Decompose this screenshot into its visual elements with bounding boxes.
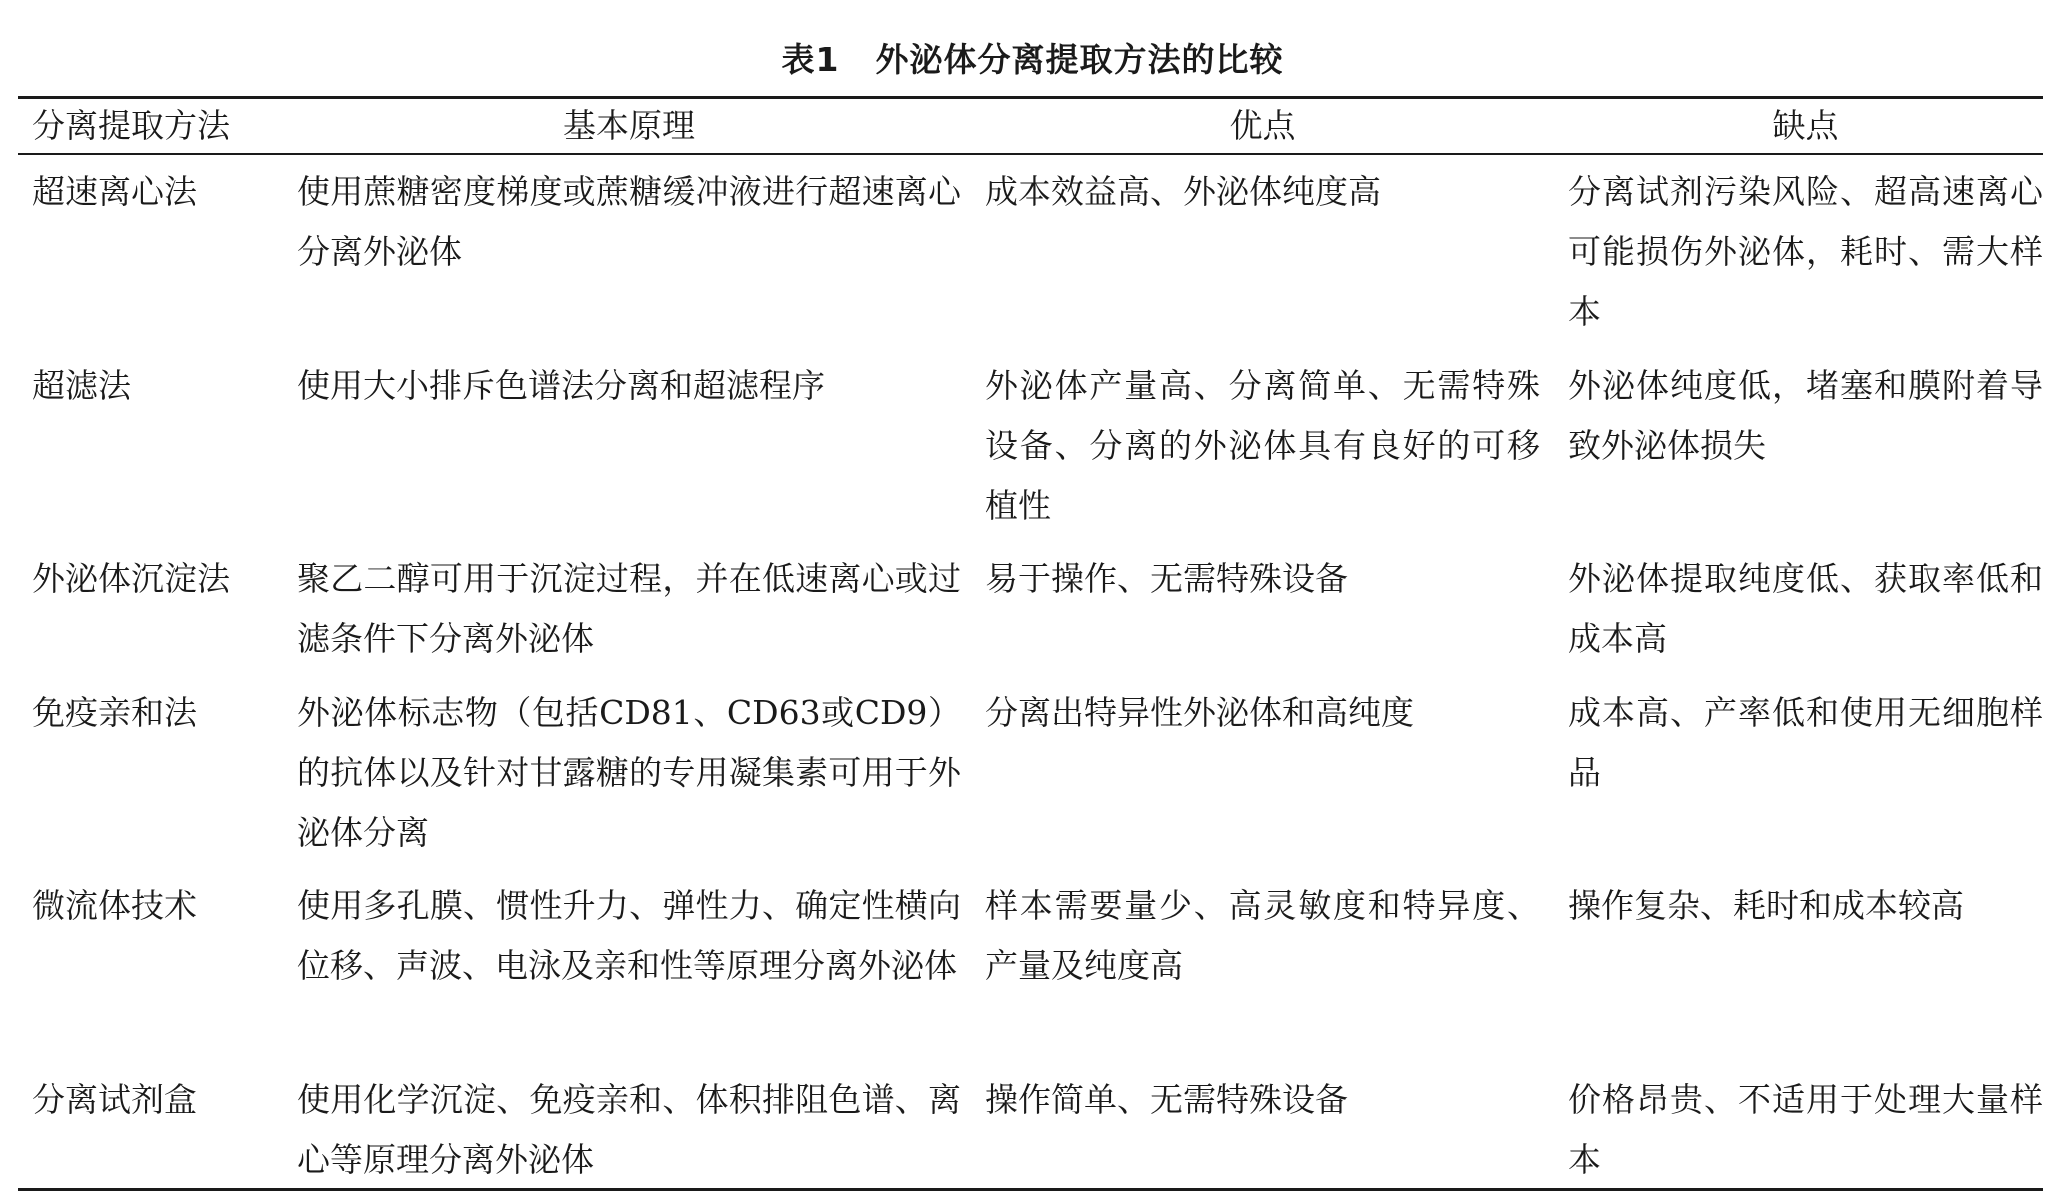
cell-advantages: 成本效益高、外泌体纯度高 — [985, 172, 1381, 211]
table-caption — [0, 34, 2065, 81]
cell-disadvantages: 外泌体提取纯度低、获取率低和成本高 — [1568, 559, 2043, 658]
cell-disadvantages: 外泌体纯度低，堵塞和膜附着导致外泌体损失 — [1568, 366, 2043, 465]
cell-principle: 外泌体标志物（包括CD81、CD63或CD9）的抗体以及针对甘露糖的专用凝集素可用于外泌体分离 — [297, 693, 961, 852]
cell-method: 分离试剂盒 — [32, 1080, 197, 1119]
table-title: 外泌体分离提取方法的比较 — [875, 40, 1284, 79]
cell-disadvantages: 价格昂贵、不适用于处理大量样本 — [1568, 1080, 2043, 1179]
table-header-row — [0, 100, 2065, 152]
cell-principle: 使用化学沉淀、免疫亲和、体积排阻色谱、离心等原理分离外泌体 — [297, 1080, 961, 1179]
cell-method: 微流体技术 — [32, 886, 197, 925]
cell-advantages: 操作简单、无需特殊设备 — [985, 1080, 1348, 1119]
cell-method: 超速离心法 — [32, 172, 197, 211]
cell-advantages: 外泌体产量高、分离简单、无需特殊设备、分离的外泌体具有良好的可移植性 — [985, 366, 1540, 525]
header-advantages: 优点 — [1229, 106, 1296, 145]
cell-principle: 使用蔗糖密度梯度或蔗糖缓冲液进行超速离心分离外泌体 — [297, 172, 961, 271]
cell-advantages: 分离出特异性外泌体和高纯度 — [985, 693, 1414, 732]
header-disadvantages: 缺点 — [1772, 106, 1839, 145]
cell-advantages: 易于操作、无需特殊设备 — [985, 559, 1348, 598]
cell-advantages: 样本需要量少、高灵敏度和特异度、产量及纯度高 — [985, 886, 1540, 985]
cell-principle: 使用多孔膜、惯性升力、弹性力、确定性横向位移、声波、电泳及亲和性等原理分离外泌体 — [297, 886, 961, 985]
table-number: 表1 — [781, 40, 840, 79]
cell-principle: 聚乙二醇可用于沉淀过程，并在低速离心或过滤条件下分离外泌体 — [297, 559, 961, 658]
cell-principle: 使用大小排斥色谱法分离和超滤程序 — [297, 366, 825, 405]
cell-disadvantages: 成本高、产率低和使用无细胞样品 — [1568, 693, 2043, 792]
cell-method: 超滤法 — [32, 366, 131, 405]
cell-method: 外泌体沉淀法 — [32, 559, 230, 598]
bottom-rule — [18, 1188, 2043, 1191]
header-method: 分离提取方法 — [32, 106, 230, 145]
cell-disadvantages: 操作复杂、耗时和成本较高 — [1568, 886, 1964, 925]
top-rule — [18, 96, 2043, 99]
header-principle: 基本原理 — [563, 106, 695, 145]
cell-method: 免疫亲和法 — [32, 693, 197, 732]
header-rule — [18, 153, 2043, 155]
cell-disadvantages: 分离试剂污染风险、超高速离心可能损伤外泌体，耗时、需大样本 — [1568, 172, 2043, 331]
